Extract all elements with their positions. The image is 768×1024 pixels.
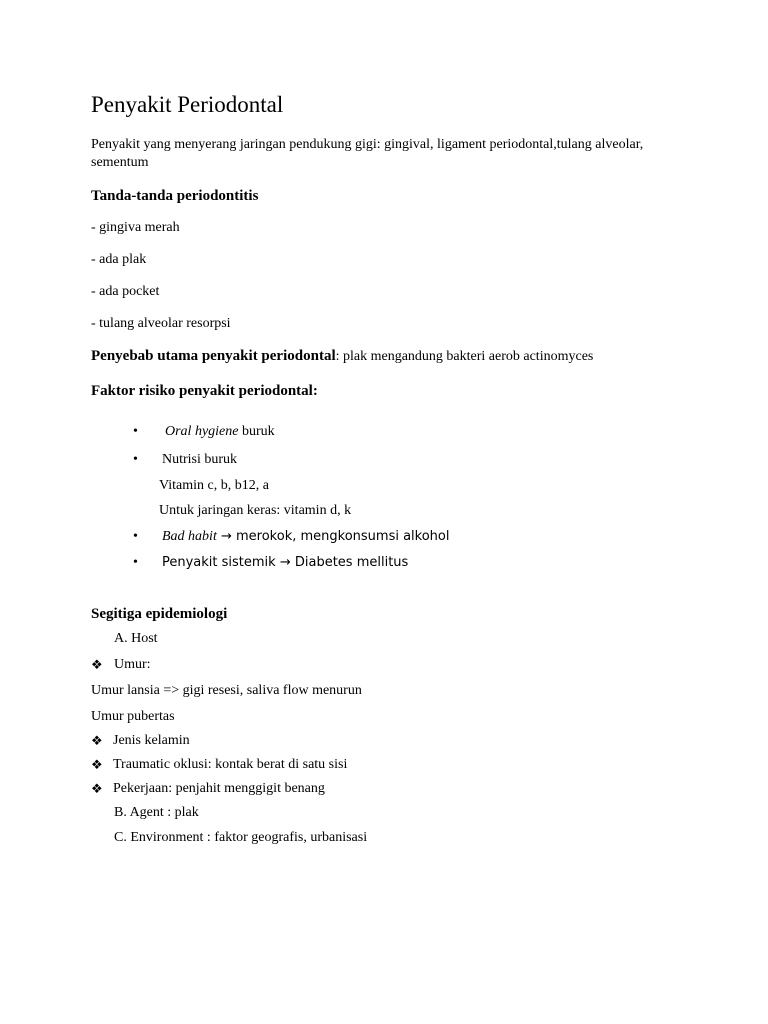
epi-traumatic: Traumatic oklusi: kontak berat di satu sisi (113, 757, 348, 772)
risk-sub-item: Untuk jaringan keras: vitamin d, k (159, 503, 352, 518)
risk-item-italic: Oral hygiene (165, 424, 239, 439)
epi-umur-lansia: Umur lansia => gigi resesi, saliva flow menurun (91, 683, 362, 698)
cause-line (91, 348, 593, 365)
epi-umur: Umur: (114, 657, 151, 672)
sign-item: - gingiva merah (91, 220, 180, 235)
epi-item-host: A. Host (114, 631, 158, 646)
risk-heading: Faktor risiko penyakit periodontal: (91, 383, 318, 399)
epi-pekerjaan: Pekerjaan: penjahit menggigit benang (113, 781, 325, 796)
risk-item-nutrisi: Nutrisi buruk (162, 452, 238, 467)
epi-jenis-kelamin: Jenis kelamin (113, 733, 190, 748)
cause-text: : plak mengandung bakteri aerob actinomyces (335, 349, 594, 364)
sign-item: - ada plak (91, 252, 147, 267)
risk-sub-item: Vitamin c, b, b12, a (159, 478, 269, 493)
cause-label: Penyebab utama penyakit periodontal (91, 348, 336, 364)
epi-item-agent: B. Agent : plak (114, 805, 199, 820)
epi-item-environment: C. Environment : faktor geografis, urbanisasi (114, 830, 368, 845)
intro-paragraph: Penyakit yang menyerang jaringan pendukung gigi: gingival, ligament periodontal,tulang alveolar, sementum (91, 137, 644, 170)
epi-umur-pubertas: Umur pubertas (91, 709, 175, 724)
epi-heading: Segitiga epidemiologi (91, 606, 228, 622)
sign-item: - tulang alveolar resorpsi (91, 316, 231, 331)
risk-item-bad-habit: Bad habit → merokok, mengkonsumsi alkohol (162, 529, 450, 544)
page-title: Penyakit Periodontal (91, 92, 284, 117)
bullet-icon: • (133, 555, 138, 570)
bullet-icon: • (133, 529, 138, 544)
diamond-bullet-icon: ❖ (91, 781, 103, 796)
signs-heading: Tanda-tanda periodontitis (91, 188, 259, 204)
diamond-bullet-icon: ❖ (91, 657, 103, 672)
diamond-bullet-icon: ❖ (91, 757, 103, 772)
diamond-bullet-icon: ❖ (91, 733, 103, 748)
risk-item-italic: Bad habit (162, 529, 217, 544)
risk-item-sistemik: Penyakit sistemik → Diabetes mellitus (162, 555, 409, 570)
bullet-icon: • (133, 424, 138, 439)
bullet-icon: • (133, 452, 138, 467)
risk-item-oral-hygiene: Oral hygiene buruk (165, 424, 275, 439)
sign-item: - ada pocket (91, 284, 160, 299)
